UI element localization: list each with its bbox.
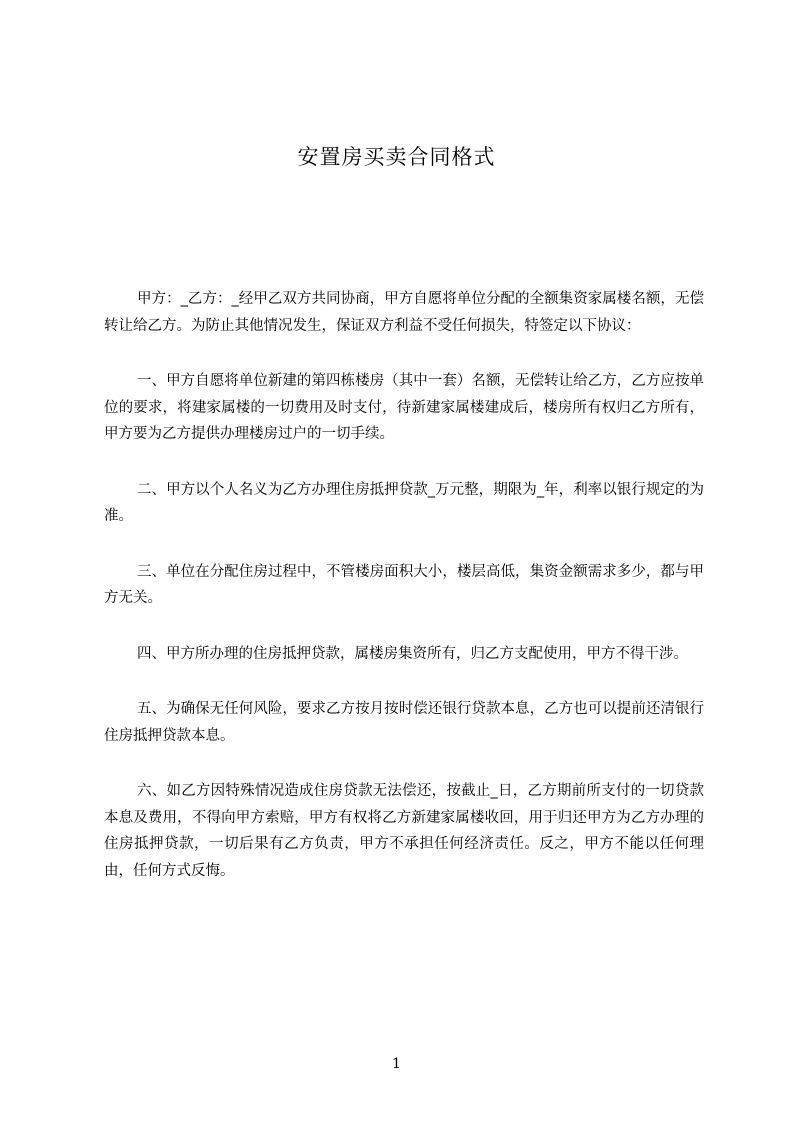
document-body [104,286,704,913]
paragraph-clause-1: 一、甲方自愿将单位新建的第四栋楼房（其中一套）名额，无偿转让给乙方，乙方应按单位的要求，将建家属楼的一切费用及时支付，待新建家属楼建成后，楼房所有权归乙方所有，甲方要为乙方提供办理楼房过户的一切手续。 [104,373,704,442]
paragraph-clause-6: 六、如乙方因特殊情况造成住房贷款无法偿还，按截止_日，乙方期前所支付的一切贷款本息及费用，不得向甲方索赔，甲方有权将乙方新建家属楼收回，用于归还甲方为乙方办理的住房抵押贷款，一切后果有乙方负责，甲方不承担任何经济责任。反之，甲方不能以任何理由，任何方式反悔。 [104,783,704,879]
paragraph-clause-5: 五、为确保无任何风险，要求乙方按月按时偿还银行贷款本息，乙方也可以提前还清银行住房抵押贷款本息。 [104,701,704,744]
document-title: 安置房买卖合同格式 [297,145,496,169]
paragraph-clause-3: 三、单位在分配住房过程中，不管楼房面积大小，楼层高低，集资金额需求多少，都与甲方无关。 [104,563,704,606]
paragraph-clause-2: 二、甲方以个人名义为乙方办理住房抵押贷款_万元整，期限为_年，利率以银行规定的为准。 [104,481,704,524]
paragraph-clause-4: 四、甲方所办理的住房抵押贷款，属楼房集资所有，归乙方支配使用，甲方不得干涉。 [137,645,688,662]
page-number: 1 [392,1056,401,1072]
paragraph-preamble: 甲方：_乙方：_经甲乙双方共同协商，甲方自愿将单位分配的全额集资家属楼名额，无偿转让给乙方。为防止其他情况发生，保证双方利益不受任何损失，特签定以下协议： [104,291,704,334]
